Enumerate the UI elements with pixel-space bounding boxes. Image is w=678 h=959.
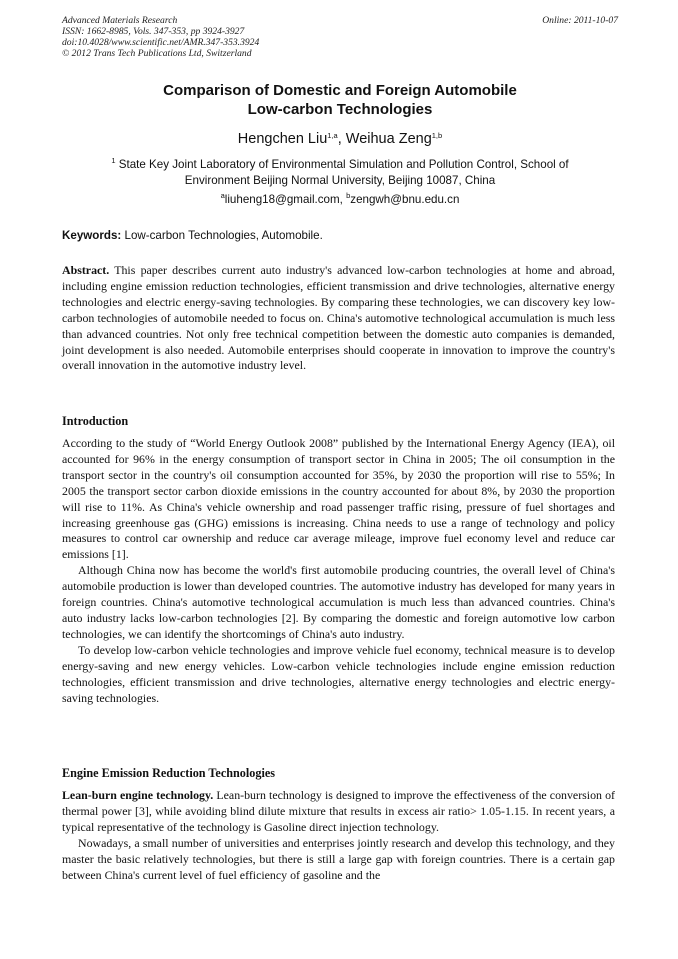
journal-header <box>62 15 618 59</box>
author-separator: , <box>337 131 346 147</box>
email-b[interactable]: zengwh@bnu.edu.cn <box>350 193 460 206</box>
introduction-body <box>62 436 615 706</box>
abstract <box>62 263 615 374</box>
email-marker-b: b <box>346 191 351 200</box>
author-2: Weihua Zeng <box>345 131 432 147</box>
author-list <box>62 130 618 148</box>
author-1-affil-marker: 1,a <box>327 131 338 140</box>
keywords-label: Keywords: <box>62 229 122 242</box>
author-2-affil-marker: 1,b <box>431 131 443 140</box>
introduction-paragraph-3: To develop low-carbon vehicle technologies and improve vehicle fuel economy, technical measure is to develop energy-saving and new energy vehicles. Low-carbon vehicle technologies include engine emission reduction technologies, efficient transmission and drive technologies, alternative energy technologies and electric energy-saving technologies. <box>62 642 615 705</box>
affiliation-line-1: State Key Joint Laboratory of Environmental Simulation and Pollution Control, School of <box>115 158 569 171</box>
paper-title <box>62 81 618 119</box>
author-1: Hengchen Liu <box>237 131 328 147</box>
abstract-label: Abstract. <box>62 263 110 277</box>
online-date: Online: 2011-10-07 <box>542 15 618 26</box>
abstract-text: This paper describes current auto industry's advanced low-carbon technologies at home and abroad, including engine emission reduction technologies, efficient transmission and drive technologies, alternative energy technologies and electric energy-saving technologies. By comparing these technologies, we can discovery key low-carbon technologies of automobile needed to focus on. China's automotive technological accumulation is much less than advanced countries. Not only free technical competition between the domestic auto companies is demanded, joint development is also needed. Automobile enterprises should cooperate in innovation to improve the country's overall innovation in the automotive industry level. <box>62 263 615 373</box>
affiliation <box>62 157 618 189</box>
introduction-paragraph-1: According to the study of “World Energy Outlook 2008” published by the International Energy Agency (IEA), oil accounted for 96% in the energy consumption of transport sector in China in 2005; The oil consumption in the transport sector in the country's oil consumption accounted for 35%, by 2030 the proportion will rise to 55%; In 2005 the transport sector carbon dioxide emissions in the country accounted for about 8%, by 2030 the proportion will rise to 11%. As China's vehicle ownership and road passenger traffic rising, pressure of fuel shortages and increasing greenhouse gas (GHG) emissions is increasing. China needs to use a range of technology and policy measures to control car ownership and reduce car average mileage, improve fuel economy level and reduce car emissions [1]. <box>62 436 615 562</box>
affiliation-marker: 1 <box>111 156 116 165</box>
email-a[interactable]: liuheng18@gmail.com, <box>224 193 347 206</box>
engine-body <box>62 788 615 883</box>
introduction-paragraph-2: Although China now has become the world's first automobile producing countries, the overall level of China's automobile production is lower than developed countries. The automotive industry has developed for many years in foreign countries. China's automotive technological accumulation is much less than advanced countries. China's auto industry lacks low-carbon technologies [2]. By comparing the domestic and foreign automotive low carbon technologies, we can identify the shortcomings of China's auto industry. <box>62 563 615 641</box>
journal-name: Advanced Materials Research <box>62 15 178 26</box>
lean-burn-label: Lean-burn engine technology. <box>62 788 214 802</box>
title-line-2: Low-carbon Technologies <box>247 101 433 118</box>
author-emails <box>62 192 618 208</box>
doi-line: doi:10.4028/www.scientific.net/AMR.347-353.3924 <box>62 37 260 48</box>
email-marker-a: a <box>220 191 225 200</box>
engine-paragraph-2: Nowadays, a small number of universities and enterprises jointly research and develop this technology, and they master the basic relatively technologies, but there is still a large gap with foreign countries. There is a certain gap between China's current level of fuel efficiency of gasoline and the <box>62 835 615 882</box>
section-heading-engine: Engine Emission Reduction Technologies <box>62 766 275 780</box>
section-heading-introduction: Introduction <box>62 414 129 428</box>
issn-line: ISSN: 1662-8985, Vols. 347-353, pp 3924-3927 <box>62 26 245 37</box>
keywords <box>62 228 618 244</box>
lean-burn-text: Lean-burn technology is designed to improve the effectiveness of the conversion of thermal power [3], while avoiding blind dilute mixture that results in excess air ratio> 1.05-1.15. In recent years, a typical representative of the technology is Gasoline direct injection technology. <box>62 788 615 834</box>
copyright-line: © 2012 Trans Tech Publications Ltd, Switzerland <box>62 48 252 59</box>
keywords-text: Low-carbon Technologies, Automobile. <box>121 229 323 242</box>
title-line-1: Comparison of Domestic and Foreign Automobile <box>163 82 517 99</box>
affiliation-line-2: Environment Beijing Normal University, Beijing 10087, China <box>184 174 496 187</box>
